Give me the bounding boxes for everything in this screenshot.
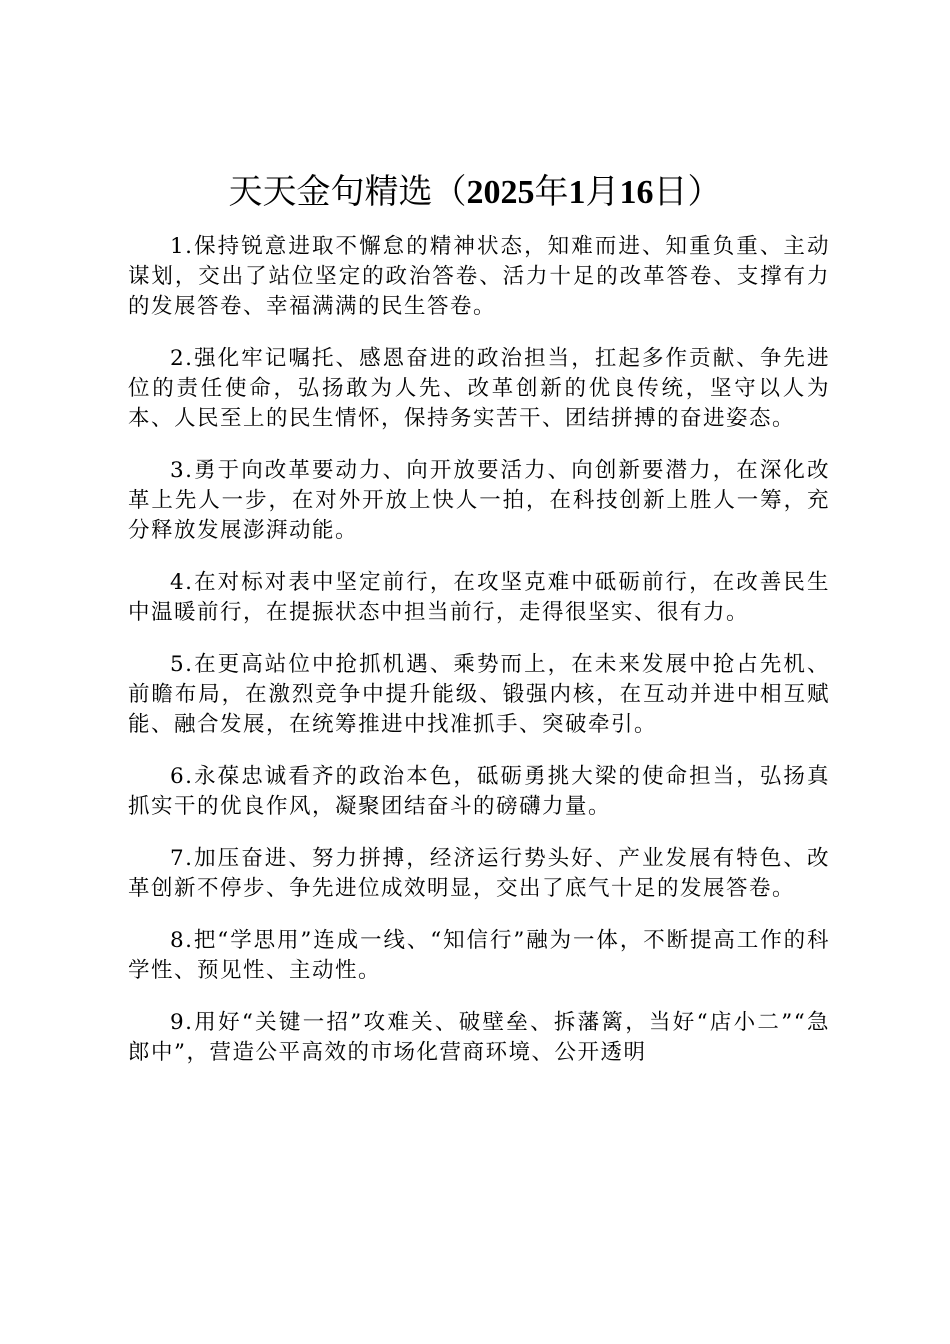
paragraph-1: 1.保持锐意进取不懈怠的精神状态，知难而进、知重负重、主动谋划，交出了站位坚定的政治答卷、活力十足的改革答卷、支撑有力的发展答卷、幸福满满的民生答卷。 <box>128 234 830 319</box>
paragraph-5: 5.在更高站位中抢抓机遇、乘势而上，在未来发展中抢占先机、前瞻布局，在激烈竞争中提升能级、锻强内核，在互动并进中相互赋能、融合发展，在统筹推进中找准抓手、突破牵引。 <box>128 652 830 737</box>
paragraph-2: 2.强化牢记嘱托、感恩奋进的政治担当，扛起多作贡献、争先进位的责任使命，弘扬敢为人先、改革创新的优良传统，坚守以人为本、人民至上的民生情怀，保持务实苦干、团结拼搏的奋进姿态。 <box>128 346 830 431</box>
paragraph-7: 7.加压奋进、努力拼搏，经济运行势头好、产业发展有特色、改革创新不停步、争先进位成效明显，交出了底气十足的发展答卷。 <box>128 846 830 901</box>
title-day: 16 <box>619 174 654 211</box>
title-suffix: 日） <box>653 172 722 212</box>
paragraph-3: 3.勇于向改革要动力、向开放要活力、向创新要潜力，在深化改革上先人一步，在对外开放上快人一拍，在科技创新上胜人一筹，充分释放发展澎湃动能。 <box>128 458 830 543</box>
paragraph-8: 8.把“学思用”连成一线、“知信行”融为一体，不断提高工作的科学性、预见性、主动性。 <box>128 928 830 983</box>
title-month: 1 <box>568 174 586 211</box>
paragraph-9: 9.用好“关键一招”攻难关、破壁垒、拆藩篱，当好“店小二”“急郎中”，营造公平高效的市场化营商环境、公开透明 <box>128 1010 830 1065</box>
paragraph-4: 4.在对标对表中坚定前行，在攻坚克难中砥砺前行，在改善民生中温暖前行，在提振状态中担当前行，走得很坚实、很有力。 <box>128 570 830 625</box>
document-title <box>0 168 950 217</box>
title-year: 2025 <box>466 174 535 211</box>
title-year-char: 年 <box>534 172 569 212</box>
document-body <box>128 232 830 1090</box>
paragraph-6: 6.永葆忠诚看齐的政治本色，砥砺勇挑大梁的使命担当，弘扬真抓实干的优良作风，凝聚团结奋斗的磅礴力量。 <box>128 764 830 819</box>
title-prefix: 天天金句精选（ <box>228 172 467 212</box>
title-month-char: 月 <box>585 172 620 212</box>
